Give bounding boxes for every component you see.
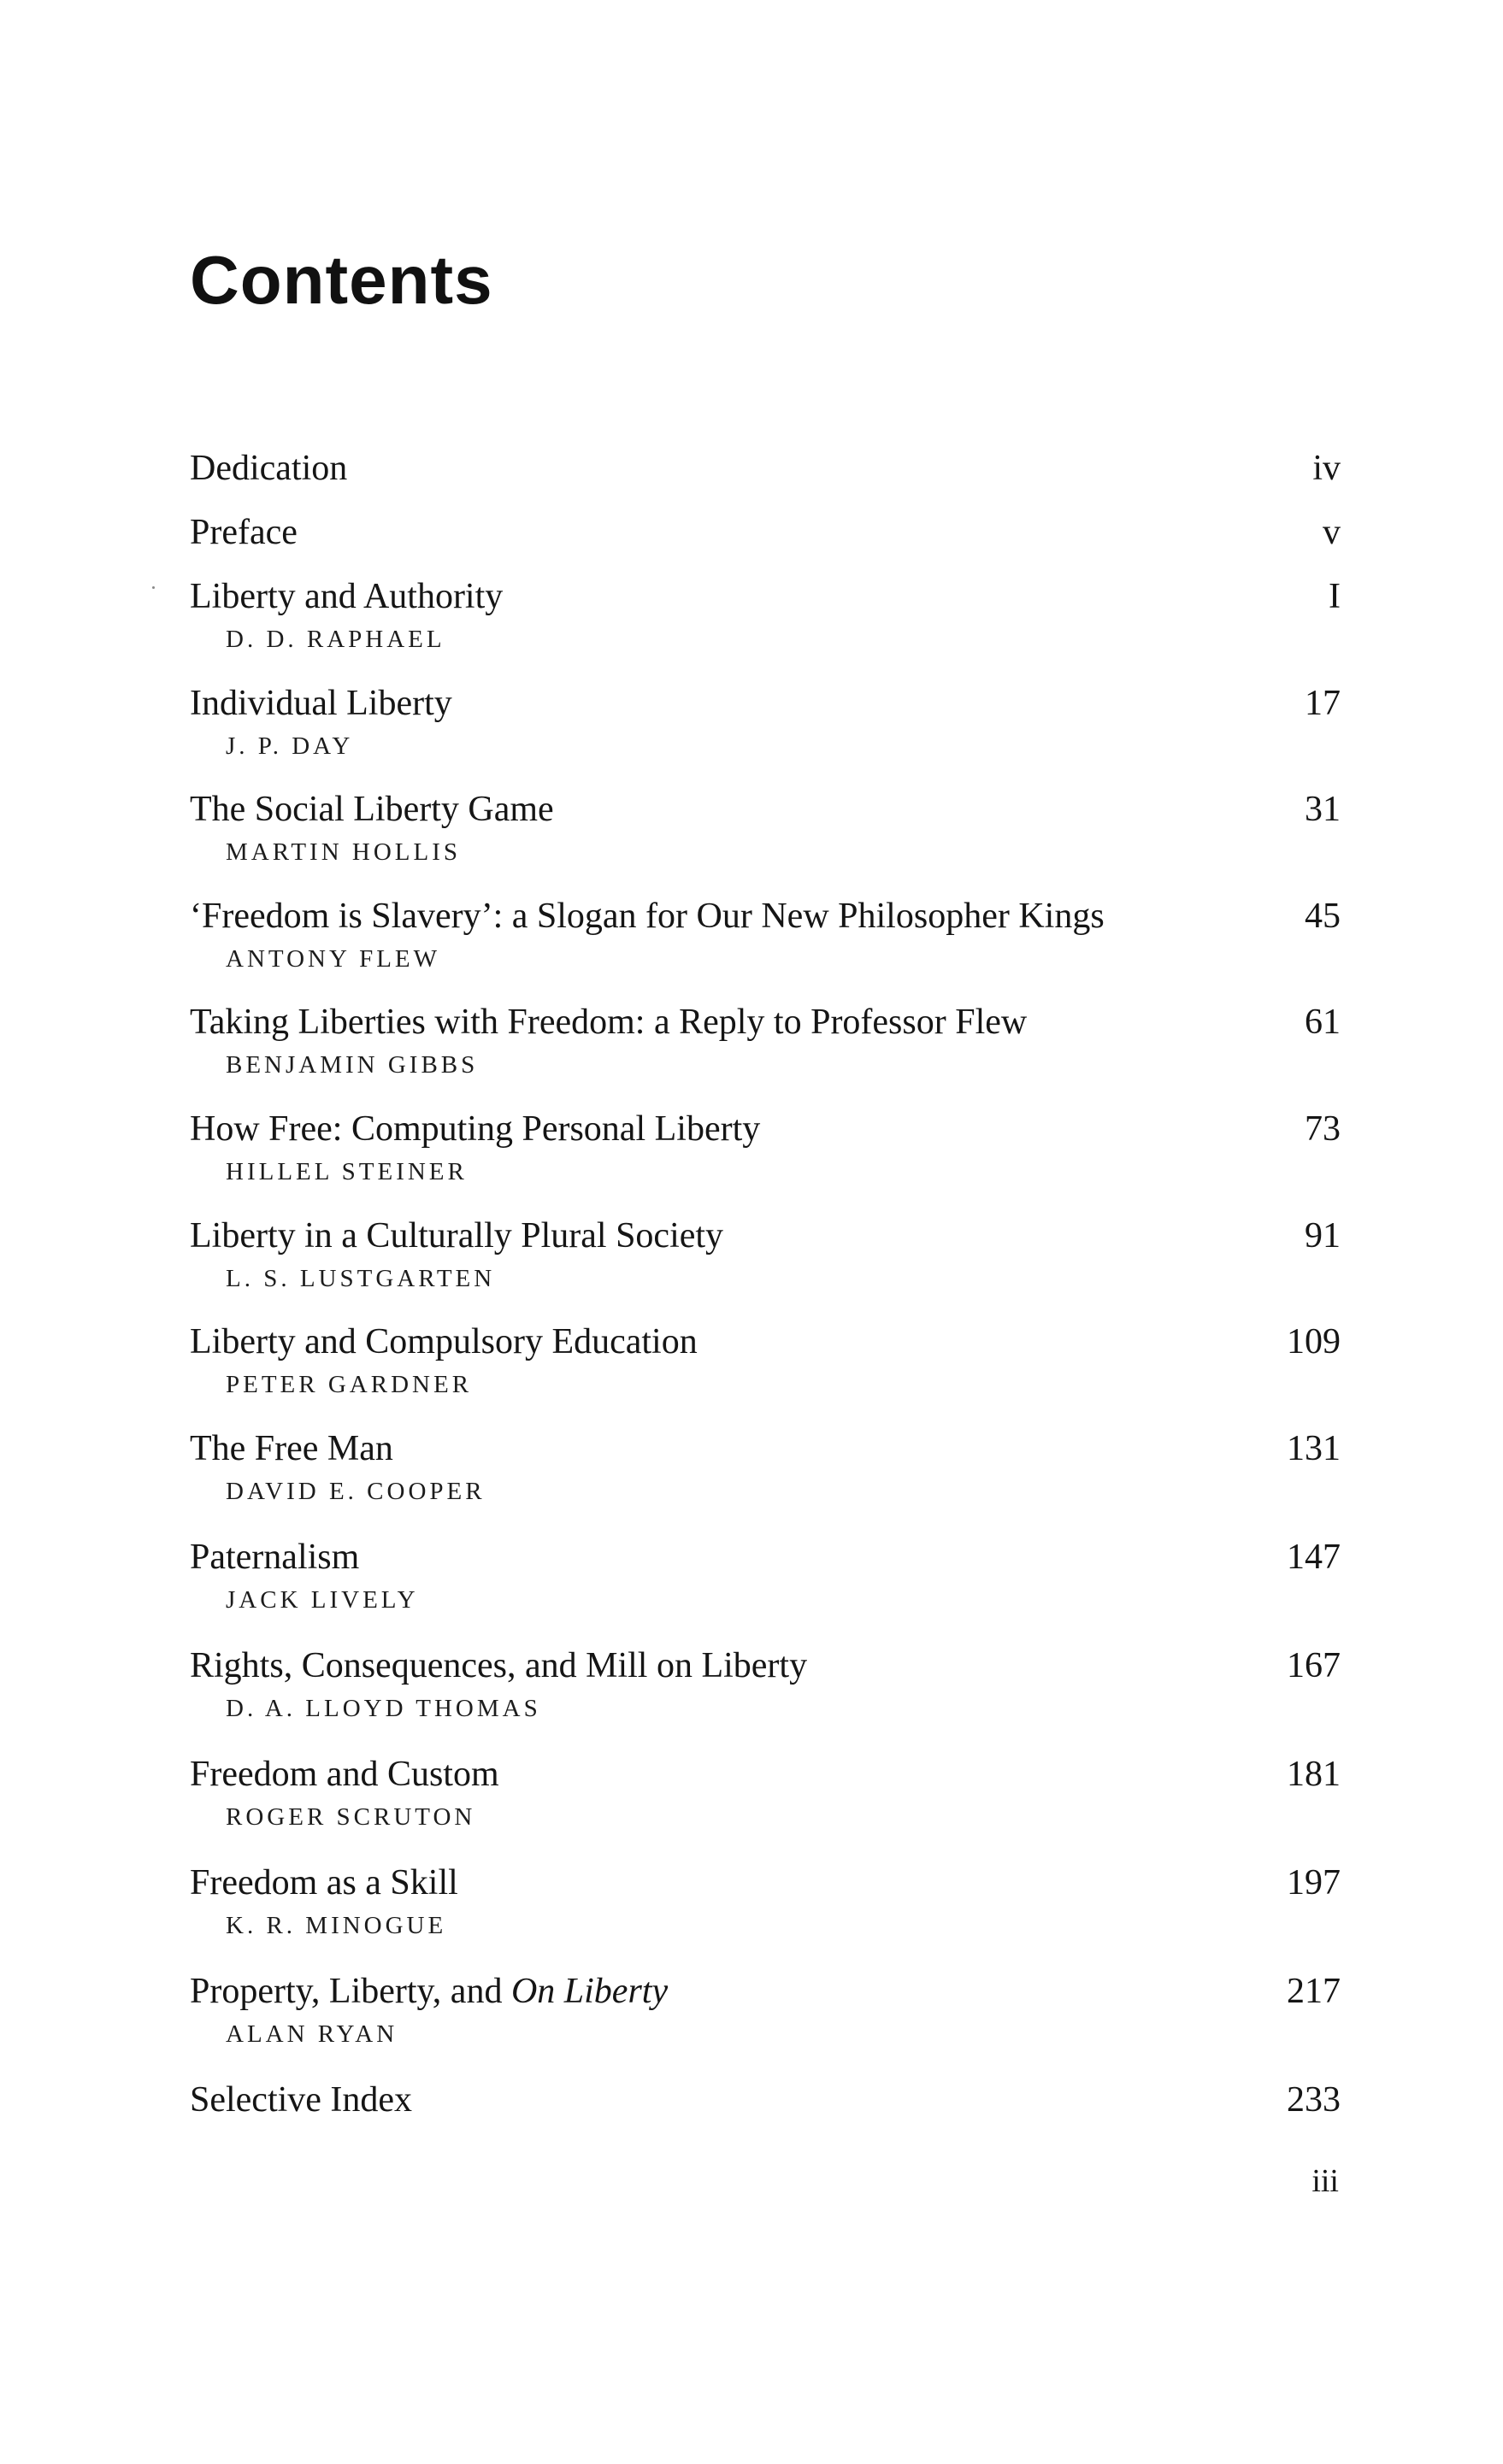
scan-speck — [152, 586, 155, 589]
toc-entry-page: 31 — [1305, 790, 1341, 830]
toc-entry-page: 217 — [1287, 1971, 1341, 2011]
toc-entry-page: 233 — [1287, 2079, 1341, 2120]
toc-entry-page: 147 — [1287, 1537, 1341, 1577]
toc-entry-author: ANTONY FLEW — [226, 944, 441, 973]
toc-entry-culturally-plural-society[interactable] — [190, 1210, 1341, 1317]
toc-entry-page: I — [1329, 577, 1341, 616]
toc-entry-page: 17 — [1305, 683, 1341, 723]
toc-entry-page: 109 — [1287, 1322, 1341, 1362]
toc-entry-selective-index[interactable] — [190, 2074, 1341, 2138]
toc-entry-social-liberty-game[interactable] — [190, 784, 1341, 891]
toc-entry-author: JACK LIVELY — [226, 1585, 419, 1614]
toc-entry-how-free[interactable] — [190, 1103, 1341, 1210]
toc-entry-author: ROGER SCRUTON — [226, 1802, 476, 1831]
toc-entry-author: DAVID E. COOPER — [226, 1477, 486, 1505]
toc-entry-property-liberty[interactable] — [190, 1966, 1341, 2074]
toc-entry-individual-liberty[interactable] — [190, 678, 1341, 785]
toc-entry-author: BENJAMIN GIBBS — [226, 1051, 479, 1079]
toc-entry-page: iv — [1312, 449, 1341, 488]
toc-entry-title: ‘Freedom is Slavery’: a Slogan for Our New Philosopher Kings — [190, 896, 1105, 936]
toc-entry-page: 197 — [1287, 1862, 1341, 1902]
toc-entry-title-italic: On Liberty — [510, 1971, 669, 2011]
toc-entry-author: J. P. DAY — [226, 732, 354, 760]
toc-entry-page: 167 — [1287, 1645, 1341, 1685]
toc-entry-page: 91 — [1305, 1215, 1341, 1256]
toc-entry-author: ALAN RYAN — [226, 2020, 398, 2048]
toc-entry-author: L. S. LUSTGARTEN — [226, 1264, 496, 1292]
toc-entry-author: MARTIN HOLLIS — [226, 838, 461, 867]
toc-entry-title: Freedom as a Skill — [190, 1862, 458, 1902]
toc-entry-rights-consequences[interactable] — [190, 1640, 1341, 1749]
toc-entry-dedication[interactable] — [190, 443, 1341, 507]
toc-entry-title-prefix: Property, Liberty, and — [190, 1971, 511, 2011]
toc-entry-title: The Social Liberty Game — [190, 790, 554, 830]
toc-entry-page: 73 — [1305, 1109, 1341, 1149]
toc-entry-freedom-and-custom[interactable] — [190, 1749, 1341, 1857]
toc-entry-author: HILLEL STEINER — [226, 1157, 468, 1185]
toc-entry-title: Individual Liberty — [190, 683, 452, 723]
toc-entry-page: 181 — [1287, 1754, 1341, 1794]
toc-entry-freedom-is-slavery[interactable] — [190, 891, 1341, 997]
toc-entry-page: 131 — [1287, 1428, 1341, 1468]
toc-entry-title: Liberty and Authority — [190, 577, 504, 616]
toc-entry-compulsory-education[interactable] — [190, 1316, 1341, 1423]
page-folio: iii — [1311, 2163, 1339, 2199]
toc-entry-preface[interactable] — [190, 507, 1341, 571]
toc-entry-liberty-and-authority[interactable] — [190, 571, 1341, 678]
toc-entry-title: Freedom and Custom — [190, 1754, 499, 1794]
toc-entry-author: K. R. MINOGUE — [226, 1911, 447, 1939]
toc-entry-title: Preface — [190, 513, 298, 552]
toc-entry-page: v — [1323, 513, 1341, 552]
toc-entry-title: Selective Index — [190, 2079, 413, 2120]
toc-entry-author: D. D. RAPHAEL — [226, 626, 445, 653]
toc-entry-page: 61 — [1305, 1003, 1341, 1043]
toc-entry-title: The Free Man — [190, 1428, 393, 1468]
toc-entry-author: D. A. LLOYD THOMAS — [226, 1694, 541, 1722]
toc-entry-freedom-as-a-skill[interactable] — [190, 1857, 1341, 1966]
toc-entry-title — [190, 1966, 668, 2017]
toc-entry-title: Dedication — [190, 449, 348, 488]
toc-entry-title: Paternalism — [190, 1537, 360, 1577]
toc-entry-the-free-man[interactable] — [190, 1423, 1341, 1532]
toc-entry-title: Taking Liberties with Freedom: a Reply to Professor Flew — [190, 1003, 1028, 1043]
toc-entry-page: 45 — [1305, 896, 1341, 936]
toc-entry-taking-liberties[interactable] — [190, 997, 1341, 1103]
toc-entry-title: Liberty in a Culturally Plural Society — [190, 1215, 724, 1256]
page-title: Contents — [190, 242, 493, 318]
toc-entry-author: PETER GARDNER — [226, 1371, 473, 1399]
toc-entry-title: How Free: Computing Personal Liberty — [190, 1109, 761, 1149]
toc-entry-paternalism[interactable] — [190, 1532, 1341, 1640]
toc-entry-title: Liberty and Compulsory Education — [190, 1322, 698, 1362]
toc-entry-title: Rights, Consequences, and Mill on Liberty — [190, 1645, 808, 1685]
table-of-contents — [190, 443, 1341, 2138]
